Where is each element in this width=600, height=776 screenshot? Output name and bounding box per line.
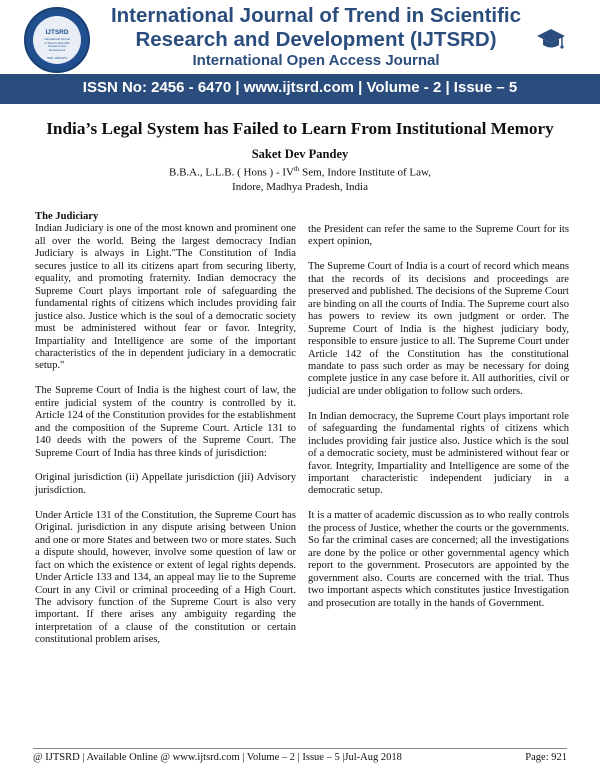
journal-title-line2: Research and Development (IJTSRD) <box>135 28 497 51</box>
logo-lines: International Journal of Trend in Scientific Research and Development <box>44 37 70 52</box>
issn-bar <box>0 74 600 104</box>
paragraph: Indian Judiciary is one of the most known and prominent one all over the world. Being the largest democracy Indian Judiciary is always in Light."The Constitution of India secures justice to all its citizens apart from securing liberty, equality, and promoting fraternity. Indian democracy the Supreme Court plays important role of safeguarding the fundamental rights of citizens which includes providing fair justice also. Justice which is the soul of a democratic society must be administered without fear or favor. Integrity, Impartiality and Intelligence are some of the important characteristics of the in dependent judiciary in a democratic setup." <box>35 223 296 372</box>
logo-abbr: IJTSRD <box>45 29 69 36</box>
paragraph: In Indian democracy, the Supreme Court plays important role of safeguarding the fundamental rights of citizens which includes providing fair justice also. Justice which is the soul of a democratic society, must be administered without fear or favor. Integrity, Impartiality and Intelligence are some of the important characteristic independent judiciary in a democratic setup. <box>308 410 569 497</box>
paragraph: The Supreme Court of India is the highest court of law, the entire judicial system of the country is controlled by it. Article 124 of the Constitution provides for the establishment and the composition of the Supreme Court. Article 131 to 140 deeds with the powers of the Supreme Court. The Supreme Court of India has three kinds of jurisdiction: <box>35 385 296 459</box>
issn-bar-text: ISSN No: 2456 - 6470 | www.ijtsrd.com | Volume - 2 | Issue – 5 <box>82 79 518 96</box>
paragraph: The Supreme Court of India is a court of record which means that the records of its decisions and proceedings are preserved and published. The decisions of the Supreme Court are binding on all the courts of India. The Supreme court also has powers to review its own judgment or order. The Supreme Court of lndia is the highest judiciary body, responsible to ensure justice to all. The Supreme Court under Article 142 of the Constitution has the constitutional mandate to pass such order as may be necessary for doing complete justice in any case before it. All authorities, civil or judicial are under obligation to follow such orders. <box>308 261 569 397</box>
page-number: Page: 921 <box>525 752 567 763</box>
section-heading: The Judiciary <box>35 211 99 222</box>
graduation-cap-icon <box>536 27 566 51</box>
journal-logo <box>24 7 90 73</box>
footer-citation: @ IJTSRD | Available Online @ www.ijtsrd.com | Volume – 2 | Issue – 5 |Jul-Aug 2018 <box>33 752 402 763</box>
paragraph: Original jurisdiction (ii) Appellate jurisdiction (jii) Advisory jurisdiction. <box>35 472 296 496</box>
footer-divider <box>33 748 567 749</box>
paper-title: India’s Legal System has Failed to Learn From Institutional Memory <box>46 119 554 138</box>
journal-header <box>0 0 600 108</box>
paragraph: Under Article 131 of the Constitution, the Supreme Court has Original. jurisdiction in any dispute arising between Union and one or more States and between two or more states. Such a dispute should, however, involve some question of law or fact on which the existence or extent of legal rights depends. Under Article 133 and 134, an appeal may lie to the Supreme Court in any Civil or criminal proceeding of a High Court. The advisory function of the Supreme Court is also very important. If there arises any ambiguity regarding the interpretation of a clause of the constitution or certain constitutional problem arises, <box>35 509 296 646</box>
paper-author: Saket Dev Pandey <box>251 147 349 161</box>
paragraph: It is a matter of academic discussion as to who really controls the process of Justice, whether the courts or the governments. So far the criminal cases are concerned; all the investigations are done by the police or other governmental agency which report to the government. Prosecutors are appointed by the government also. Courts are concerned with the trial. Thus two important aspects which constitutes justice Investigation and prosecution are totally in the hands of Government. <box>308 510 569 609</box>
paragraph: the President can refer the same to the Supreme Court for its expert opinion, <box>308 224 569 248</box>
body-column-left <box>35 211 296 659</box>
journal-subtitle: International Open Access Journal <box>192 52 440 69</box>
body-column-right <box>308 224 569 622</box>
journal-title <box>96 4 536 52</box>
paper-affiliation: B.B.A., L.L.B. ( Hons ) - IVth Sem, Indore Institute of Law, Indore, Madhya Pradesh, India <box>169 165 431 193</box>
logo-inner-disc <box>33 16 81 64</box>
logo-issn: ISSN: 2456-6470 <box>47 57 67 60</box>
journal-title-line1: International Journal of Trend in Scientific <box>110 4 522 27</box>
